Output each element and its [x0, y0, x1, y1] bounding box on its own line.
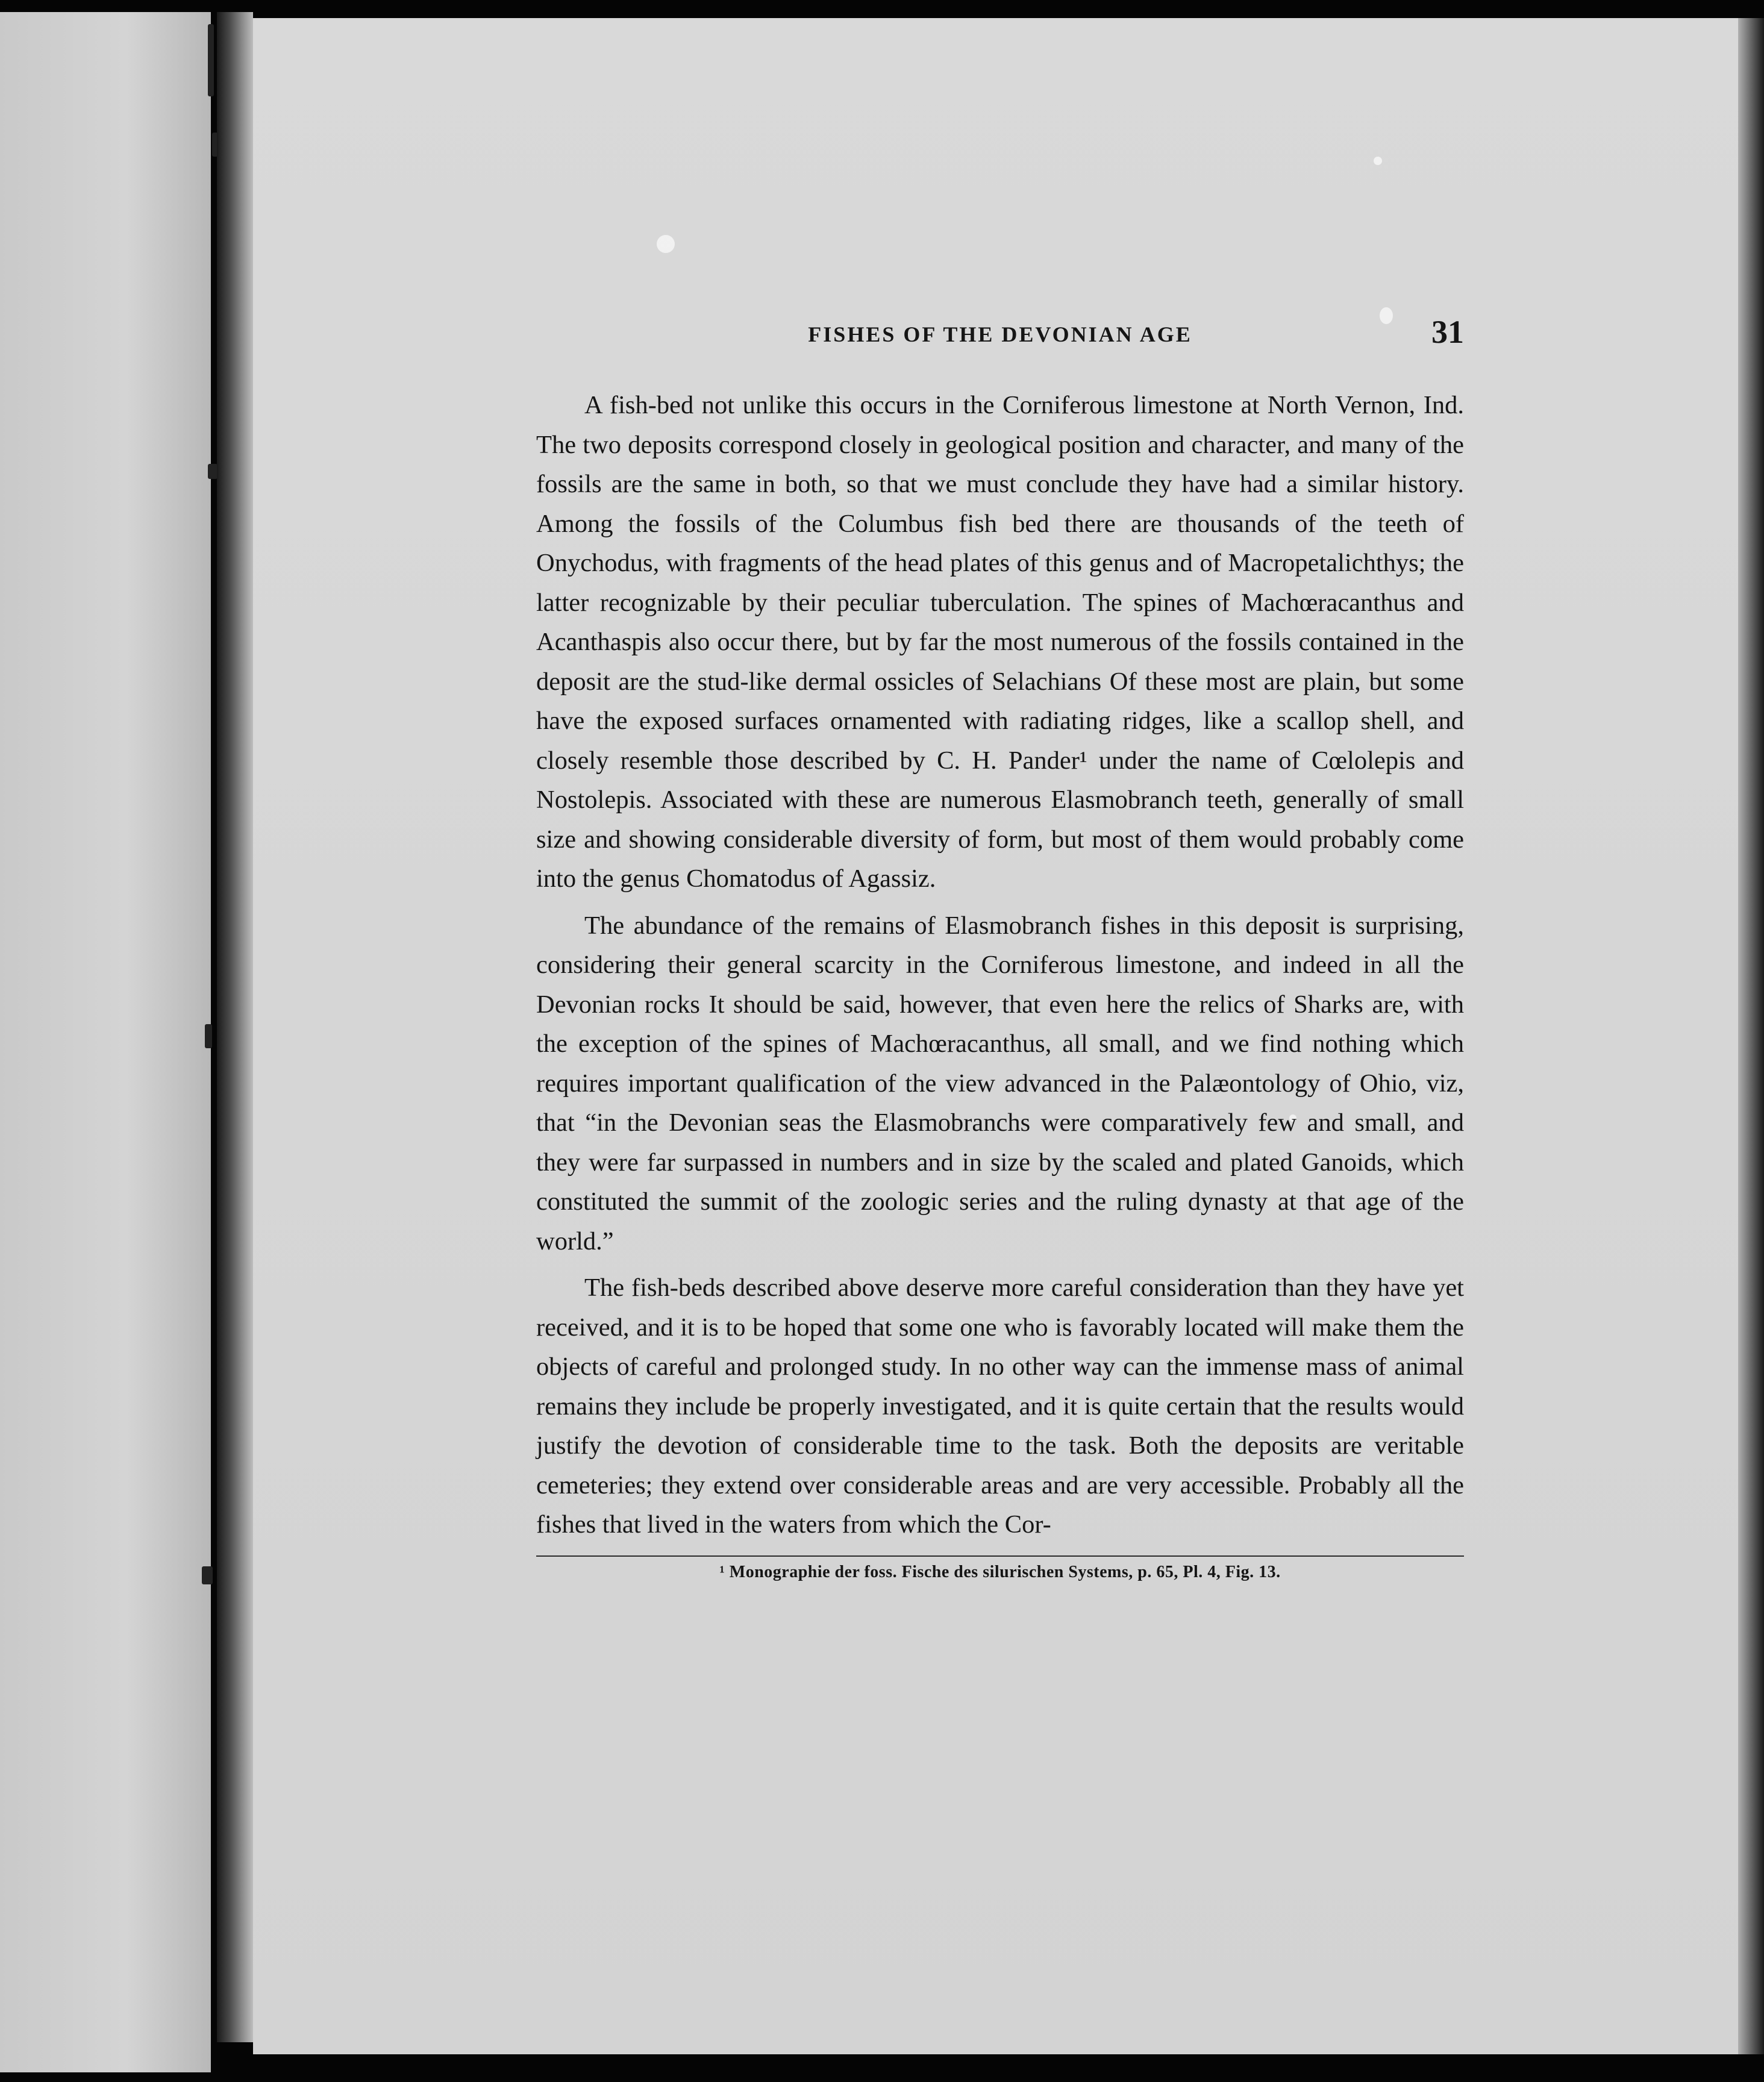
paragraph: A fish-bed not unlike this occurs in the Corniferous limestone at North Vernon, Ind. The two deposits correspond closely in geological position and character, and many of the fossils are the same in both, so that we must conclude they have had a similar history. Among the fossils of the Columbus fish bed there are thousands of the teeth of Onychodus, with fragments of the head plates of this genus and of Macropetalichthys; the latter recognizable by their peculiar tuberculation. The spines of Machœracanthus and Acanthaspis also occur there, but by far the most numerous of the fossils contained in the deposit are the stud-like dermal ossicles of Selachians Of these most are plain, but some have the exposed surfaces ornamented with radiating ridges, like a scallop shell, and closely resemble those described by C. H. Pander¹ under the name of Cœlolepis and Nostolepis. Associated with these are numerous Elasmobranch teeth, generally of small size and showing considerable diversity of form, but most of them would probably come into the genus Chomatodus of Agassiz.: [536, 391, 1464, 893]
paragraph: The abundance of the remains of Elasmobranch fishes in this deposit is surprising, considering their general scarcity in the Corniferous limestone, and indeed in all the Devonian rocks It should be said, however, that even here the relics of Sharks are, with the exception of the spines of Machœracanthus, all small, and we find nothing which requires important qualification of the view advanced in the Palæontology of Ohio, viz, that “in the Devonian seas the Elasmobranchs were comparatively few and small, and they were far surpassed in numbers and in size by the scaled and plated Ganoids, which constituted the summit of the zoologic series and the ruling dynasty at that age of the world.”: [536, 911, 1464, 1255]
paragraph: The fish-beds described above deserve more careful consideration than they have yet received, and it is to be hoped that some one who is favorably located will make them the objects of careful and prolonged study. In no other way can the immense mass of animal remains they include be properly investigated, and it is quite certain that the results would justify the devotion of considerable time to the task. Both the deposits are veritable cemeteries; they extend over considerable areas and are very accessible. Probably all the fishes that lived in the waters from which the Cor-: [536, 1274, 1464, 1539]
text-block: [536, 313, 1464, 1582]
binding-mark: [205, 1024, 212, 1048]
body-text: [536, 386, 1464, 1545]
binding-mark: [202, 1566, 213, 1584]
dust-speck: [1374, 157, 1382, 165]
binding-mark: [208, 24, 214, 96]
page-number: 31: [1431, 314, 1464, 350]
running-head: FISHES OF THE DEVONIAN AGE: [808, 322, 1192, 346]
facing-page-edge: [0, 12, 211, 2072]
book-page: [253, 18, 1741, 2054]
gutter-shadow: [217, 12, 253, 2042]
page-right-edge: [1738, 18, 1764, 2054]
footnote-rule: [536, 1555, 1464, 1557]
page-header: [536, 313, 1464, 367]
footnote: ¹ Monographie der foss. Fische des silurischen Systems, p. 65, Pl. 4, Fig. 13.: [719, 1562, 1281, 1581]
dust-speck: [657, 235, 675, 253]
binding-mark: [208, 464, 217, 479]
